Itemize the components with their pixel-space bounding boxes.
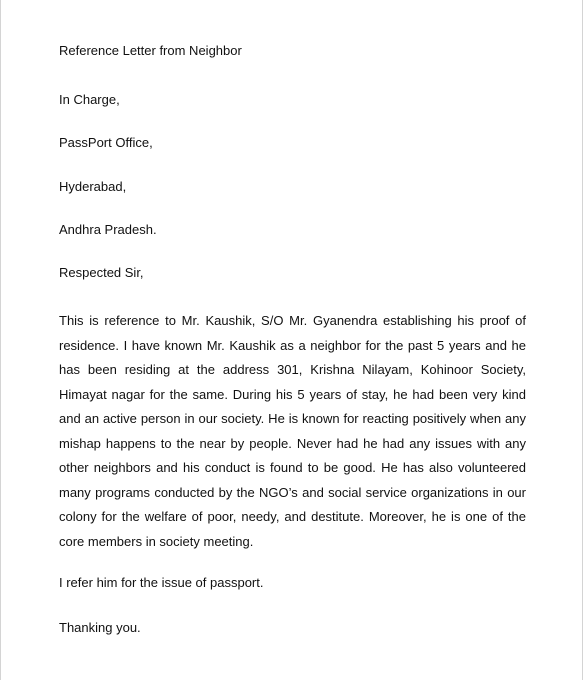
document-title: Reference Letter from Neighbor bbox=[59, 43, 242, 58]
recipient-line-1: In Charge, bbox=[59, 92, 120, 107]
recipient-line-3: Hyderabad, bbox=[59, 179, 127, 194]
closing-line: Thanking you. bbox=[59, 620, 141, 635]
letter-body: This is reference to Mr. Kaushik, S/O Mr. Gyanendra establishing his proof of residence. I have known Mr. Kaushik as a neighbor for the past 5 years and he has been residing at the address 301, Krishna Nilayam, Kohinoor Society, Himayat nagar for the same. During his 5 years of stay, he had been very kind and an active person in our society. He is known for reacting positively when any mishap happens to the near by people. Never had he had any issues with any other neighbors and his conduct is found to be good. He has also volunteered many programs conducted by the NGO’s and social service organizations in our colony for the welfare of poor, needy, and destitute. Moreover, he is one of the core members in society meeting. bbox=[59, 313, 526, 549]
recipient-line-2: PassPort Office, bbox=[59, 135, 153, 150]
salutation: Respected Sir, bbox=[59, 265, 144, 280]
request-line: I refer him for the issue of passport. bbox=[59, 575, 264, 590]
recipient-line-4: Andhra Pradesh. bbox=[59, 222, 157, 237]
